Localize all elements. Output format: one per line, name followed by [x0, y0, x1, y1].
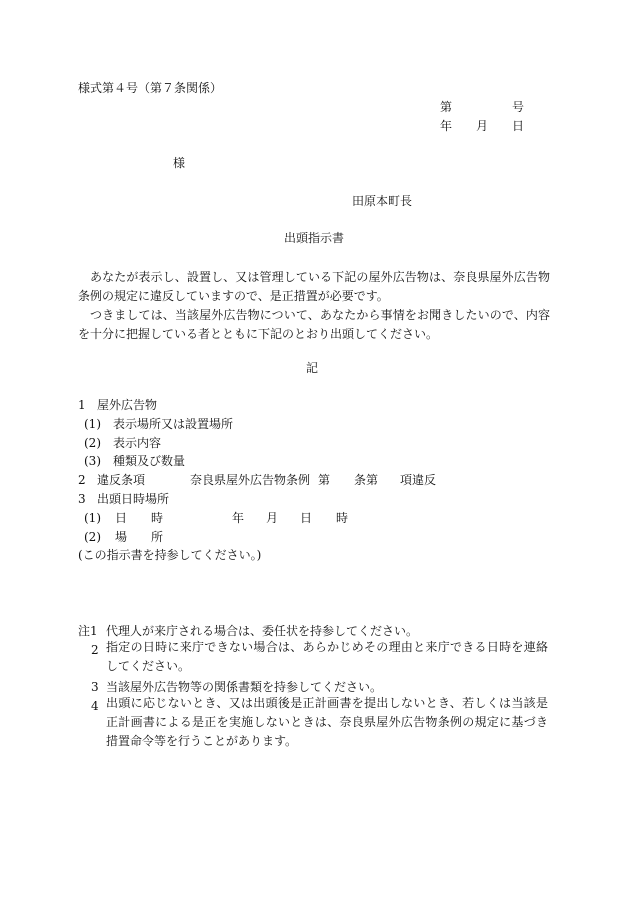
sub-3-2-number: (2)	[84, 530, 101, 544]
item-2-ordinance: 奈良県屋外広告物条例	[190, 473, 311, 487]
note-2-head: 2	[91, 643, 99, 657]
note-1-head: 注1	[78, 624, 98, 638]
item-2-jo: 条第	[354, 473, 379, 487]
sub-3-1-month: 月	[266, 511, 279, 525]
sub-2-number: (2)	[84, 436, 101, 450]
item-2-label: 違反条項	[97, 473, 146, 487]
issuer: 田原本町長	[352, 194, 413, 208]
note-4-head: 4	[91, 699, 99, 713]
item-1-number: 1	[78, 398, 86, 412]
note-2-text: 指定の日時に来庁できない場合は、あらかじめその理由と来庁できる日時を連絡してください。	[106, 640, 548, 673]
sub-3-1-day: 日	[300, 511, 313, 525]
sub-3-1-label: 日 時	[115, 511, 164, 525]
sub-3-1-year: 年	[232, 511, 245, 525]
sub-3-label: 種類及び数量	[113, 454, 186, 468]
item-2-number: 2	[78, 473, 86, 487]
sub-3-2-label: 場 所	[115, 530, 164, 544]
item-3-number: 3	[78, 492, 86, 506]
note-3-head: 3	[91, 680, 99, 694]
item-3-label: 出頭日時場所	[97, 492, 170, 506]
sub-3-1-hour: 時	[336, 511, 349, 525]
note-4-text: 出頭に応じないとき、又は出頭後是正計画書を提出しないとき、若しくは当該是正計画書による是正を実施しないときは、奈良県屋外広告物条例の規定に基づき措置命令等を行うことがあります。	[106, 696, 548, 748]
document-title: 出頭指示書	[284, 231, 345, 245]
body-paragraph-1: あなたが表示し、設置し、又は管理している下記の屋外広告物は、奈良県屋外広告物条例の規定に違反していますので、是正措置が必要です。	[78, 270, 550, 303]
number-go: 号	[512, 100, 525, 114]
body-paragraph-2: つきましては、当該屋外広告物について、あなたから事情をお聞きしたいので、内容を十分に把握している者とともに下記のとおり出頭してください。	[78, 308, 550, 341]
date-month: 月	[476, 119, 489, 133]
ki-heading: 記	[306, 361, 319, 375]
item-2-kou: 項違反	[400, 473, 437, 487]
date-day: 日	[512, 119, 525, 133]
item-2-dai: 第	[318, 473, 331, 487]
bring-note: (この指示書を持参してください。)	[78, 548, 262, 562]
form-label: 様式第４号（第７条関係）	[78, 81, 223, 95]
number-dai: 第	[440, 100, 453, 114]
note-3-text: 当該屋外広告物等の関係書類を持参してください。	[106, 680, 383, 694]
sub-1-label: 表示場所又は設置場所	[113, 417, 234, 431]
date-year: 年	[440, 119, 453, 133]
sub-2-label: 表示内容	[113, 436, 162, 450]
sub-3-1-number: (1)	[84, 511, 101, 525]
sub-1-number: (1)	[84, 417, 101, 431]
sub-3-number: (3)	[84, 454, 101, 468]
item-1-label: 屋外広告物	[97, 398, 158, 412]
addressee-suffix: 様	[173, 156, 186, 170]
note-1-text: 代理人が来庁される場合は、委任状を持参してください。	[106, 624, 419, 638]
